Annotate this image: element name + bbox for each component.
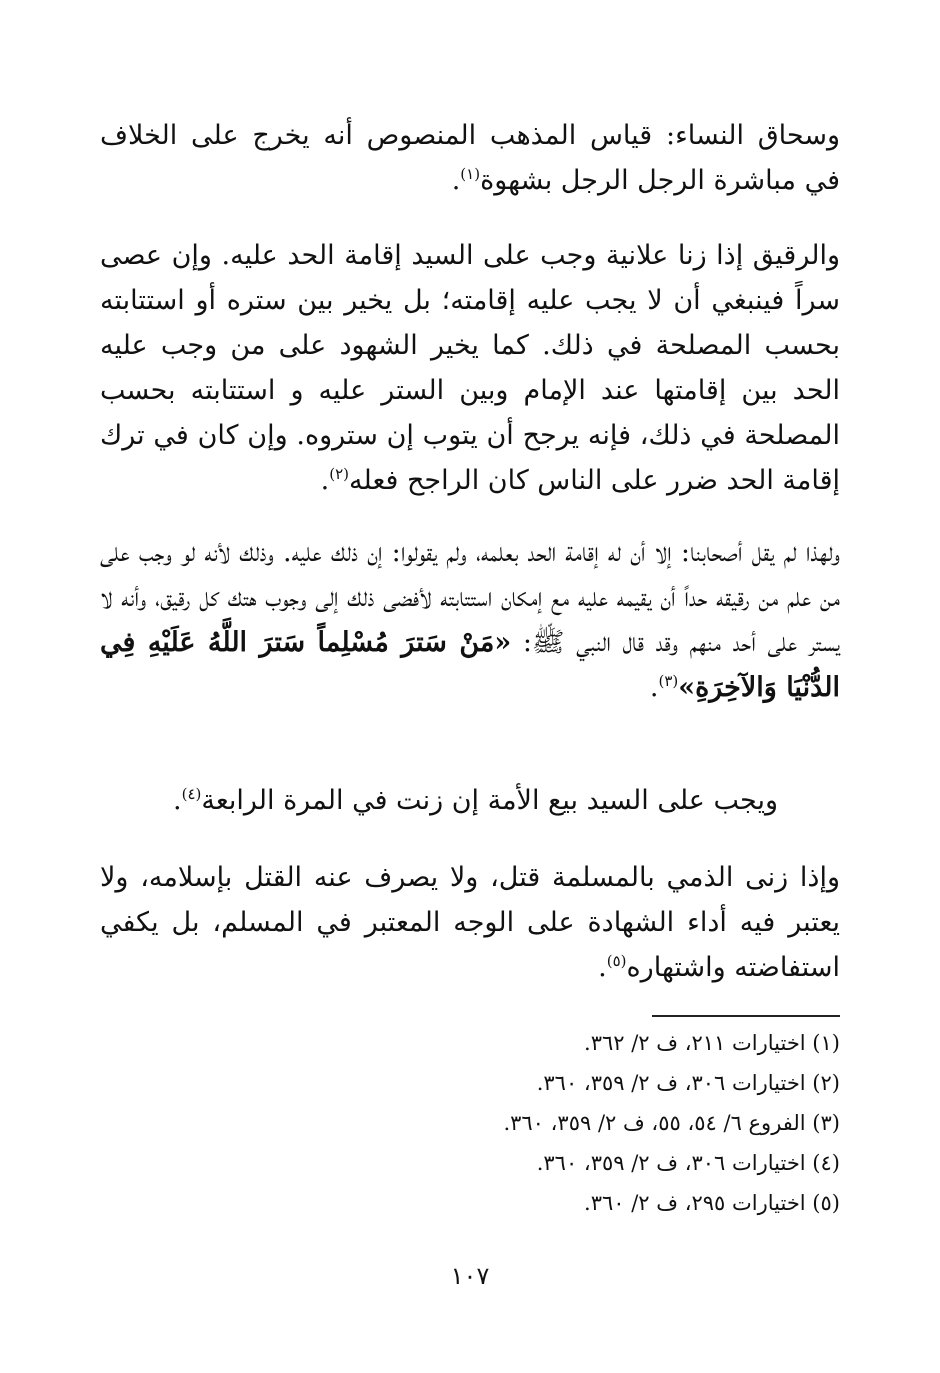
footnote-5: (٥) اختيارات ٢٩٥، ف ٢/ ٣٦٠. (584, 1191, 840, 1215)
paragraph-end: . (173, 785, 182, 816)
paragraph-text: والرقيق إذا زنا علانية وجب على السيد إقامة الحد عليه. وإن عصى سراً فينبغي أن لا يجب عليه إقامته؛ بل يخير بين ستره أو استتابته بحسب المصلحة في ذلك. كما يخير الشهود على من وجب عليه الحد بين إقامتها عند الإمام وبين الستر عليه و استتابته بحسب المصلحة في ذلك، فإنه يرجح أن يتوب إن ستروه. وإن كان في ترك إقامة الحد ضرر على الناس كان الراجح فعله (100, 240, 840, 496)
footnote-4: (٤) اختيارات ٣٠٦، ف ٢/ ٣٥٩، ٣٦٠. (536, 1151, 840, 1175)
paragraph-end: . (451, 165, 461, 196)
paragraph-text: وسحاق النساء: قياس المذهب المنصوص أنه يخرج على الخلاف في مباشرة الرجل الرجل بشهوة (100, 120, 840, 196)
paragraph-end: . (598, 952, 607, 983)
footnote-ref: (٣) (658, 672, 679, 690)
paragraph-4 (100, 778, 840, 823)
paragraph-1 (100, 113, 840, 203)
paragraph-end: . (320, 465, 330, 496)
footnote-ref: (٥) (606, 952, 627, 970)
paragraph-3 (100, 530, 840, 710)
footnote-3: (٣) الفروع ٦/ ٥٤، ٥٥، ف ٢/ ٣٥٩، ٣٦٠. (503, 1111, 840, 1135)
footnote-ref: (١) (460, 165, 481, 183)
paragraph-text: ولهذا لم يقل أصحابنا: إلا أن له إقامة الحد بعلمه، ولم يقولوا: إن ذلك عليه. وذلك لأنه لو وجب على من علم من رقيقه حداً أن يقيمه عليه مع إمكان استتابته لأفضى ذلك إلى وجوب هتك كل رقيق، وأنه لا يستر على أحد منهم وقد قال النبي ﷺ: (100, 537, 840, 658)
footnote-2: (٢) اختيارات ٣٠٦، ف ٢/ ٣٥٩، ٣٦٠. (536, 1071, 840, 1095)
paragraph-text: وإذا زنى الذمي بالمسلمة قتل، ولا يصرف عنه القتل بإسلامه، ولا يعتبر فيه أداء الشهادة على الوجه المعتبر في المسلم، بل يكفي استفاضته واشتهاره (100, 862, 840, 983)
page-number: ١٠٧ (450, 1262, 490, 1290)
footnote-divider (652, 1015, 840, 1017)
footnote-ref: (٤) (181, 785, 202, 803)
paragraph-2 (100, 233, 840, 503)
footnote-ref: (٢) (329, 465, 350, 483)
paragraph-end: . (649, 672, 659, 703)
paragraph-text: ويجب على السيد بيع الأمة إن زنت في المرة الرابعة (201, 785, 778, 816)
paragraph-5 (100, 855, 840, 990)
hadith-quote: «مَنْ سَترَ مُسْلِماً سَترَ اللَّهُ عَلَيْهِ فِي الدُّنْيَا وَالآخِرَةِ» (100, 627, 840, 703)
footnotes (300, 1023, 840, 1223)
footnote-1: (١) اختيارات ٢١١، ف ٢/ ٣٦٢. (584, 1031, 840, 1055)
